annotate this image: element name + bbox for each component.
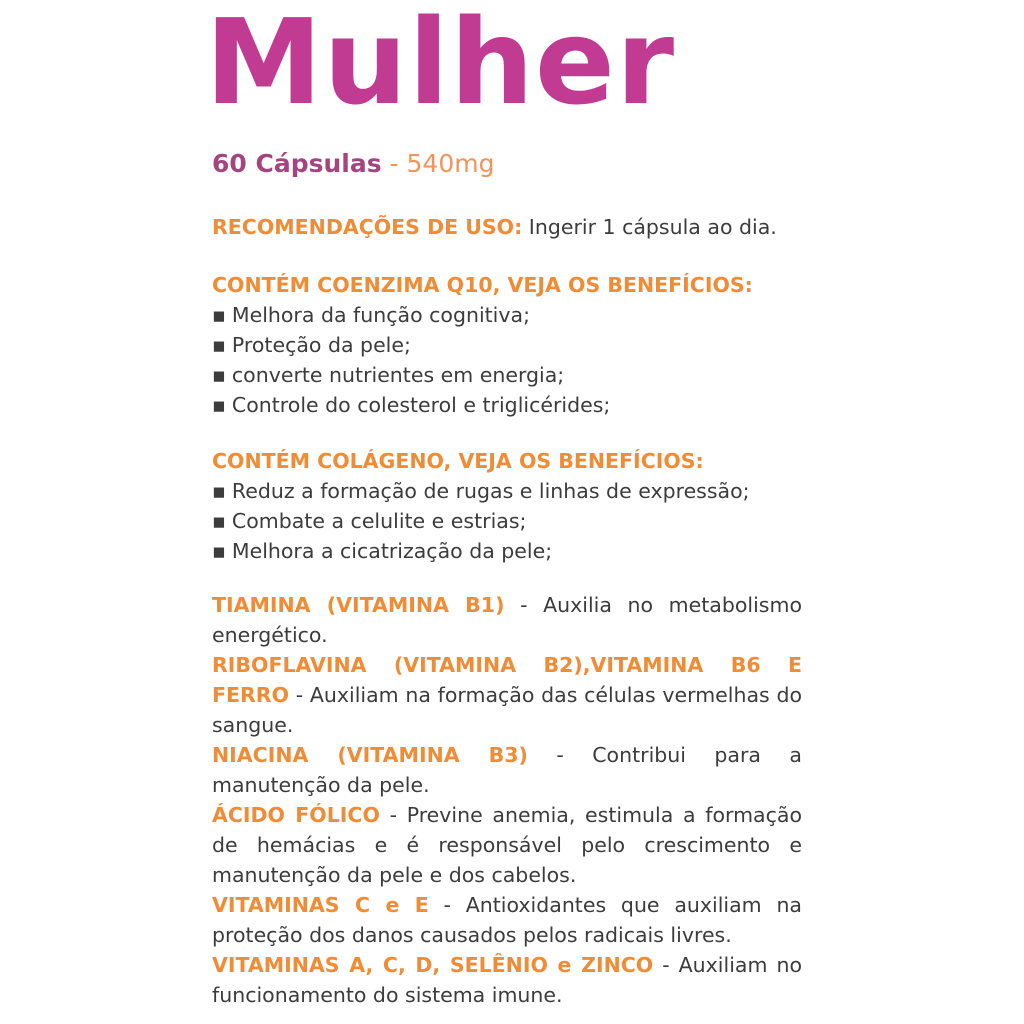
dose-value: 540mg xyxy=(406,149,495,178)
coq10-section xyxy=(212,270,802,420)
collagen-section xyxy=(212,446,802,566)
usage-line xyxy=(212,212,802,242)
collagen-heading: CONTÉM COLÁGENO, VEJA OS BENEFÍCIOS: xyxy=(212,449,704,473)
nutrient-vitamins-c-e xyxy=(212,890,802,950)
list-item: ▪ Melhora a cicatrização da pele; xyxy=(212,536,802,566)
coq10-benefit-list xyxy=(212,300,802,420)
nutrient-label: VITAMINAS C e E xyxy=(212,893,429,917)
usage-text: Ingerir 1 cápsula ao dia. xyxy=(522,215,777,239)
capsule-count: 60 Cápsulas xyxy=(212,149,382,178)
list-item: ▪ Reduz a formação de rugas e linhas de expressão; xyxy=(212,476,802,506)
nutrient-riboflavin xyxy=(212,650,802,740)
nutrient-text: - Auxiliam na formação das células vermelhas do sangue. xyxy=(212,683,802,737)
nutrient-text: - Antioxidantes que auxiliam na proteção dos danos causados pelos radicais livres. xyxy=(212,893,802,947)
usage-label: RECOMENDAÇÕES DE USO: xyxy=(212,215,523,239)
collagen-benefit-list xyxy=(212,476,802,566)
nutrient-label: TIAMINA (VITAMINA B1) xyxy=(212,593,505,617)
product-title: Mulher xyxy=(205,0,676,131)
nutrient-label: NIACINA (VITAMINA B3) xyxy=(212,743,528,767)
nutrient-text: - Contribui para a manutenção da pele. xyxy=(212,743,802,797)
nutrient-label: RIBOFLAVINA (VITAMINA B2),VITAMINA B6 E FERRO xyxy=(212,653,802,707)
usage-section xyxy=(212,212,802,242)
nutrient-vitamins-minerals xyxy=(212,950,802,1010)
coq10-heading: CONTÉM COENZIMA Q10, VEJA OS BENEFÍCIOS: xyxy=(212,273,753,297)
nutrient-folic-acid xyxy=(212,800,802,890)
nutrient-label: ÁCIDO FÓLICO xyxy=(212,803,380,827)
nutrient-thiamine xyxy=(212,590,802,650)
nutrient-label: VITAMINAS A, C, D, SELÊNIO e ZINCO xyxy=(212,953,654,977)
list-item: ▪ Melhora da função cognitiva; xyxy=(212,300,802,330)
subtitle-separator: - xyxy=(381,149,407,178)
nutrients-section xyxy=(212,590,802,1010)
nutrient-niacin xyxy=(212,740,802,800)
list-item: ▪ Proteção da pele; xyxy=(212,330,802,360)
nutrient-text: - Auxilia no metabolismo energético. xyxy=(212,593,802,647)
product-subtitle xyxy=(212,146,494,182)
list-item: ▪ Combate a celulite e estrias; xyxy=(212,506,802,536)
nutrient-text: - Auxiliam no funcionamento do sistema imune. xyxy=(212,953,802,1007)
list-item: ▪ converte nutrientes em energia; xyxy=(212,360,802,390)
list-item: ▪ Controle do colesterol e triglicérides; xyxy=(212,390,802,420)
nutrient-text: - Previne anemia, estimula a formação de hemácias e é responsável pelo crescimento e manutenção da pele e dos cabelos. xyxy=(212,803,802,887)
